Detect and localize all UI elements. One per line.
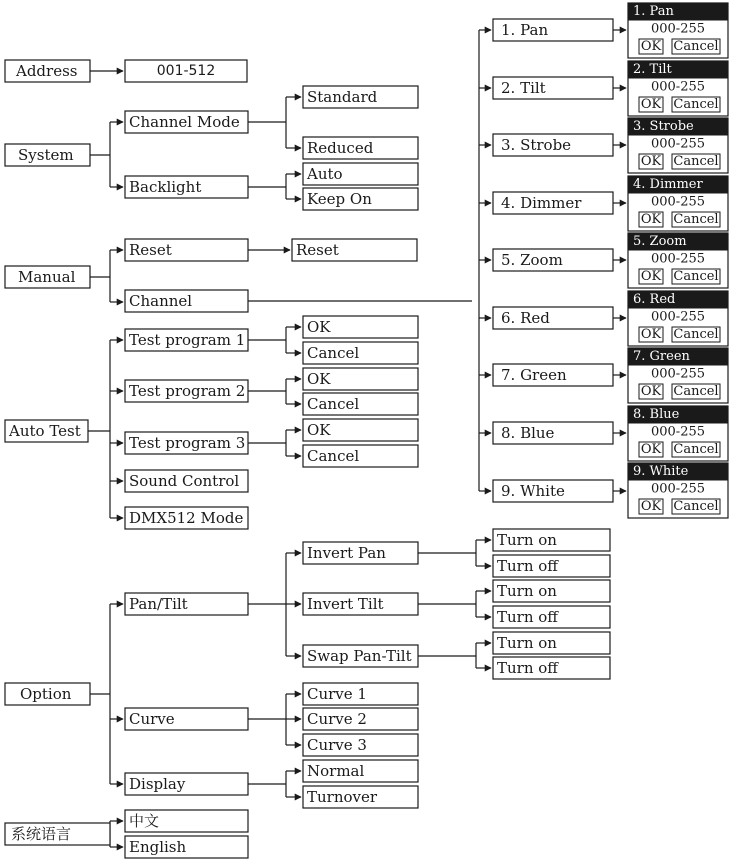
curve-2-label: Curve 2: [307, 710, 367, 728]
display-normal[interactable]: [303, 760, 418, 782]
menu-language[interactable]: [5, 823, 110, 845]
channel-value-range: 000-255: [650, 309, 706, 325]
auto-test-program-3-label: Test program 3: [129, 434, 246, 452]
channel-item-label: 9. White: [501, 482, 565, 500]
channel-item-white[interactable]: [493, 480, 613, 502]
option-pan-tilt[interactable]: [125, 593, 248, 615]
turn-off-label: Turn off: [497, 659, 558, 677]
menu-system-label: System: [18, 146, 74, 164]
pan-tilt-invert-pan[interactable]: [303, 542, 418, 564]
menu-system[interactable]: [5, 144, 90, 166]
address-range-label: 001-512: [156, 63, 216, 79]
channel-value-range: 000-255: [650, 424, 706, 440]
backlight-keep-on[interactable]: [303, 188, 418, 210]
channel-value-box-strobe: [628, 118, 728, 173]
channel-value-header: 7. Green: [633, 349, 690, 364]
channel-item-green[interactable]: [493, 364, 613, 386]
ok-button[interactable]: [639, 327, 663, 342]
backlight-auto-label: Auto: [307, 165, 343, 183]
cancel-button[interactable]: [672, 327, 720, 342]
channel-item-label: 8. Blue: [501, 424, 555, 442]
curve-1-label: Curve 1: [307, 685, 367, 703]
cancel-button[interactable]: [672, 97, 720, 112]
channel-item-label: 5. Zoom: [501, 251, 563, 269]
channel-value-header: 1. Pan: [633, 4, 674, 19]
ok-button-label: OK: [640, 154, 662, 169]
display-normal-label: Normal: [307, 762, 365, 780]
ok-button-label: OK: [640, 212, 662, 227]
pan-tilt-invert-tilt[interactable]: [303, 593, 418, 615]
cancel-button-label: Cancel: [673, 384, 719, 399]
channel-value-header: 4. Dimmer: [633, 177, 703, 192]
channel-value-box-tilt: [628, 61, 728, 116]
manual-reset-label: Reset: [129, 241, 172, 259]
ok-button[interactable]: [639, 212, 663, 227]
channel-item-label: 4. Dimmer: [501, 194, 582, 212]
auto-test-program-2-label: Test program 2: [129, 382, 246, 400]
channel-item-label: 6. Red: [501, 309, 550, 327]
tp1-cancel-label: Cancel: [307, 344, 360, 362]
channel-item-dimmer[interactable]: [493, 192, 613, 214]
tp2-cancel[interactable]: [303, 393, 418, 415]
channel-item-strobe[interactable]: [493, 134, 613, 156]
channel-mode-reduced-label: Reduced: [307, 139, 374, 157]
invert-tilt-label: Invert Tilt: [307, 595, 384, 613]
ok-button[interactable]: [639, 154, 663, 169]
channel-list: [493, 19, 613, 502]
turn-on-label: Turn on: [497, 531, 557, 549]
tp2-ok-label: OK: [307, 370, 331, 388]
menu-address[interactable]: [5, 60, 90, 82]
channel-value-header: 5. Zoom: [633, 234, 687, 249]
channel-item-tilt[interactable]: [493, 77, 613, 99]
manual-reset-confirm-label: Reset: [296, 241, 339, 259]
channel-item-label: 7. Green: [501, 366, 567, 384]
swap-pan-tilt-turn-off[interactable]: [493, 657, 610, 679]
auto-test-dmx512-mode[interactable]: [125, 507, 248, 529]
language-chinese[interactable]: [125, 810, 248, 832]
cancel-button[interactable]: [672, 39, 720, 54]
manual-channel[interactable]: [125, 290, 248, 312]
channel-value-box-white: [628, 463, 728, 518]
language-chinese-label: 中文: [129, 812, 160, 830]
ok-button-label: OK: [640, 384, 662, 399]
auto-test-program-1[interactable]: [125, 329, 248, 351]
channel-value-box-blue: [628, 406, 728, 461]
cancel-button[interactable]: [672, 269, 720, 284]
manual-reset[interactable]: [125, 239, 248, 261]
tp1-ok[interactable]: [303, 316, 418, 338]
channel-item-label: 1. Pan: [501, 21, 549, 39]
channel-value-range: 000-255: [650, 251, 706, 267]
language-english[interactable]: [125, 836, 248, 858]
display-turnover-label: Turnover: [307, 788, 378, 806]
cancel-button-label: Cancel: [673, 499, 719, 514]
cancel-button-label: Cancel: [673, 327, 719, 342]
option-curve-label: Curve: [129, 710, 175, 728]
system-channel-mode-label: Channel Mode: [129, 113, 240, 131]
invert-pan-label: Invert Pan: [307, 544, 386, 562]
ok-button[interactable]: [639, 442, 663, 457]
channel-value-box-zoom: [628, 233, 728, 288]
channel-item-zoom[interactable]: [493, 249, 613, 271]
channel-item-label: 2. Tilt: [501, 79, 546, 97]
tp1-cancel[interactable]: [303, 342, 418, 364]
channel-item-blue[interactable]: [493, 422, 613, 444]
swap-pan-tilt-label: Swap Pan-Tilt: [307, 647, 412, 665]
channel-value-range: 000-255: [650, 194, 706, 210]
channel-item-red[interactable]: [493, 307, 613, 329]
ok-button-label: OK: [640, 499, 662, 514]
invert-tilt-turn-off[interactable]: [493, 606, 610, 628]
auto-test-dmx512-mode-label: DMX512 Mode: [129, 509, 244, 527]
channel-value-boxes: [628, 3, 728, 518]
menu-auto-test[interactable]: [5, 420, 88, 442]
tp3-ok[interactable]: [303, 419, 418, 441]
auto-test-sound-control-label: Sound Control: [129, 472, 240, 490]
cancel-button[interactable]: [672, 499, 720, 514]
channel-value-box-red: [628, 291, 728, 346]
channel-value-range: 000-255: [650, 481, 706, 497]
cancel-button-label: Cancel: [673, 154, 719, 169]
address-range-box[interactable]: [125, 60, 247, 82]
menu-manual[interactable]: [5, 266, 90, 288]
backlight-keep-on-label: Keep On: [307, 190, 372, 208]
curve-2[interactable]: [303, 708, 418, 730]
cancel-button-label: Cancel: [673, 269, 719, 284]
option-curve[interactable]: [125, 708, 248, 730]
turn-on-label: Turn on: [497, 582, 557, 600]
manual-channel-label: Channel: [129, 292, 193, 310]
channel-value-range: 000-255: [650, 21, 706, 37]
cancel-button-label: Cancel: [673, 39, 719, 54]
option-display[interactable]: [125, 773, 248, 795]
invert-pan-turn-on[interactable]: [493, 529, 610, 551]
system-channel-mode[interactable]: [125, 111, 248, 133]
ok-button-label: OK: [640, 39, 662, 54]
channel-item-label: 3. Strobe: [501, 136, 572, 154]
cancel-button-label: Cancel: [673, 442, 719, 457]
display-turnover[interactable]: [303, 786, 418, 808]
tp3-ok-label: OK: [307, 421, 331, 439]
option-pan-tilt-label: Pan/Tilt: [129, 595, 188, 613]
ok-button-label: OK: [640, 269, 662, 284]
swap-pan-tilt-turn-on[interactable]: [493, 632, 610, 654]
tp1-ok-label: OK: [307, 318, 331, 336]
cancel-button-label: Cancel: [673, 97, 719, 112]
backlight-auto[interactable]: [303, 163, 418, 185]
channel-value-header: 2. Tilt: [633, 62, 672, 77]
channel-mode-reduced[interactable]: [303, 137, 418, 159]
channel-item-pan[interactable]: [493, 19, 613, 41]
curve-3[interactable]: [303, 734, 418, 756]
channel-mode-standard-label: Standard: [307, 88, 378, 106]
channel-value-box-green: [628, 348, 728, 403]
cancel-button[interactable]: [672, 442, 720, 457]
tp3-cancel[interactable]: [303, 445, 418, 467]
option-display-label: Display: [129, 775, 186, 793]
invert-tilt-turn-on[interactable]: [493, 580, 610, 602]
system-backlight[interactable]: [125, 176, 248, 198]
channel-value-header: 8. Blue: [633, 407, 680, 422]
channel-value-range: 000-255: [650, 366, 706, 382]
cancel-button-label: Cancel: [673, 212, 719, 227]
auto-test-program-3[interactable]: [125, 432, 248, 454]
channel-mode-standard[interactable]: [303, 86, 418, 108]
channel-value-range: 000-255: [650, 79, 706, 95]
language-english-label: English: [129, 838, 187, 856]
curve-1[interactable]: [303, 683, 418, 705]
ok-button-label: OK: [640, 97, 662, 112]
auto-test-program-2[interactable]: [125, 380, 248, 402]
invert-pan-turn-off[interactable]: [493, 555, 610, 577]
pan-tilt-swap[interactable]: [303, 645, 418, 667]
channel-value-box-pan: [628, 3, 728, 58]
channel-value-header: 3. Strobe: [633, 119, 694, 134]
ok-button[interactable]: [639, 39, 663, 54]
system-backlight-label: Backlight: [129, 178, 202, 196]
menu-option[interactable]: [5, 683, 90, 705]
ok-button-label: OK: [640, 327, 662, 342]
cancel-button[interactable]: [672, 384, 720, 399]
channel-value-header: 9. White: [633, 464, 689, 479]
ok-button[interactable]: [639, 384, 663, 399]
auto-test-sound-control[interactable]: [125, 470, 248, 492]
cancel-button[interactable]: [672, 212, 720, 227]
auto-test-program-1-label: Test program 1: [129, 331, 246, 349]
menu-manual-label: Manual: [18, 268, 76, 286]
manual-reset-confirm[interactable]: [292, 239, 417, 261]
curve-3-label: Curve 3: [307, 736, 367, 754]
ok-button[interactable]: [639, 499, 663, 514]
ok-button-label: OK: [640, 442, 662, 457]
channel-value-header: 6. Red: [633, 292, 676, 307]
ok-button[interactable]: [639, 269, 663, 284]
menu-option-label: Option: [20, 685, 72, 703]
turn-off-label: Turn off: [497, 608, 558, 626]
ok-button[interactable]: [639, 97, 663, 112]
cancel-button[interactable]: [672, 154, 720, 169]
tp3-cancel-label: Cancel: [307, 447, 360, 465]
turn-off-label: Turn off: [497, 557, 558, 575]
menu-address-label: Address: [16, 62, 78, 80]
tp2-cancel-label: Cancel: [307, 395, 360, 413]
tp2-ok[interactable]: [303, 368, 418, 390]
turn-on-label: Turn on: [497, 634, 557, 652]
menu-language-label: 系统语言: [11, 825, 72, 843]
channel-value-box-dimmer: [628, 176, 728, 231]
channel-value-range: 000-255: [650, 136, 706, 152]
menu-auto-test-label: Auto Test: [9, 422, 81, 440]
